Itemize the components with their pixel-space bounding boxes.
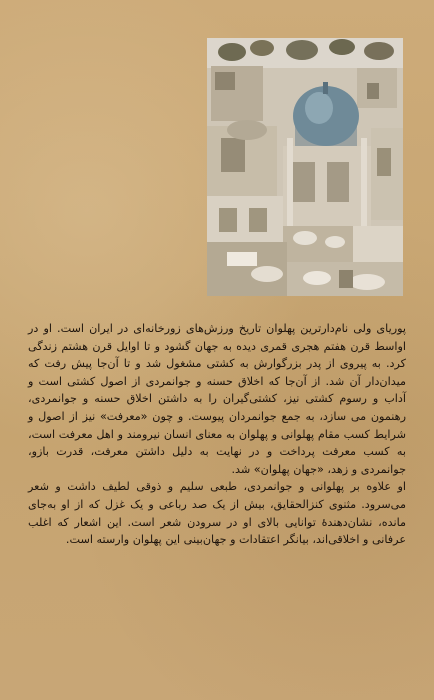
biography-text: [28, 320, 406, 549]
paragraph-2: او علاوه بر پهلوانی و جوانمردی، طبعی سلیم و ذوقی لطیف داشت و شعر می‌سرود. مثنوی کنزالحقایق، بیش از یک صد رباعی و یک غزل که از او به‌جای مانده، نشان‌دهندهٔ توانایی بالای او در سرودن شعر است. این اشعار که اغلب عرفانی و اخلاقی‌اند، بیانگر اعتقادات و جهان‌بینی این پهلوان وارسته است.: [28, 480, 406, 547]
paragraph-1: پوریای ولی نام‌دارترین پهلوان تاریخ ورزش‌های زورخانه‌ای در ایران است. او در اواسط قرن هفتم هجری قمری دیده به جهان گشود و تا اوایل قرن هشتم زندگی کرد. به پیروی از پدر بزرگوارش به کشتی مشغول شد و تا آن‌جا پیش رفت که میدان‌دار آن شد. از آن‌جا که اخلاق حسنه و جوانمردی از اصول کشتی است و آداب و رسوم کشتی نیز، کشتی‌گیران را به داشتن اخلاق حسنه و جوانمردی، رهنمون می سازد، به جمع جوانمردان پیوست. و چون «معرفت» نیز از اصول و شرایط کسب مقام پهلوانی و پهلوان به معنای انسان نیرومند و اهل معرفت است، به کسب معرفت پرداخت و در نهایت به دلیل داشتن معرفت، قدرت بازو، جوانمردی و زهد، «جهان پهلوان» شد.: [28, 322, 406, 476]
mausoleum-photo: [207, 38, 403, 296]
